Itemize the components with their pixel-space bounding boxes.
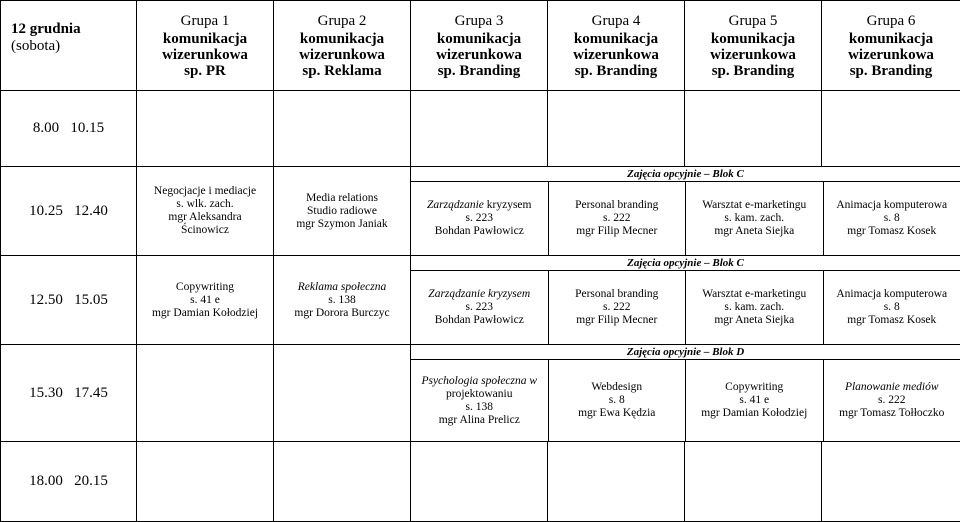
course-name: Personal branding: [575, 199, 659, 211]
class-cell: [411, 271, 548, 344]
group-line: sp. Branding: [711, 62, 795, 79]
course-name: Media relations: [306, 191, 378, 204]
group-name: Grupa 4: [591, 12, 641, 29]
lecturer: mgr Szymon Janiak: [296, 217, 388, 230]
time-cell: [1, 167, 137, 256]
time-label: 15.30 17.45: [29, 384, 108, 401]
group-header-4: [548, 1, 685, 91]
course-name: Animacja komputerowa: [836, 199, 948, 211]
room: s. 222: [878, 394, 906, 406]
room: s. kam. zach.: [724, 301, 785, 313]
group-header-2: [274, 1, 411, 91]
block-label: Zajęcia opcyjnie – Blok C: [411, 167, 960, 182]
group-header-5: [685, 1, 822, 91]
class-cell: [685, 360, 823, 441]
room: s. 138: [465, 400, 493, 413]
day-label: (sobota): [11, 38, 61, 54]
empty-cell: [137, 442, 274, 522]
empty-cell: [548, 442, 685, 522]
course-name: Warsztat e-marketingu: [702, 288, 807, 300]
empty-cell: [137, 91, 274, 167]
optional-block: [411, 167, 960, 255]
slot-row-1: [1, 91, 960, 167]
slot-row-3: [1, 256, 960, 345]
group-line: wizerunkowa: [573, 46, 659, 63]
lecturer: mgr Damian Kołodziej: [701, 407, 808, 419]
room: s. wlk. zach.: [176, 198, 234, 210]
course-name: Warsztat e-marketingu: [702, 199, 807, 211]
empty-cell: [274, 345, 411, 442]
class-cell: [685, 182, 823, 255]
course-name-part: Zarządzanie: [427, 199, 484, 211]
class-cell: [274, 167, 411, 256]
lecturer: mgr Aleksandra: [168, 211, 242, 223]
empty-cell: [822, 442, 960, 522]
course-name: Webdesign: [591, 381, 643, 393]
group-line: sp. Branding: [437, 62, 521, 79]
lecturer: mgr Damian Kołodziej: [151, 306, 259, 319]
group-name: Grupa 3: [454, 12, 504, 29]
lecturer: mgr Aneta Siejka: [714, 225, 795, 237]
empty-cell: [411, 91, 548, 167]
group-line: sp. Branding: [849, 62, 933, 79]
group-line: komunikacja: [848, 30, 934, 47]
room: s. 223: [465, 212, 493, 224]
lecturer: mgr Alina Prelicz: [438, 413, 520, 426]
empty-cell: [137, 345, 274, 442]
room: s. 8: [608, 394, 625, 406]
group-line: wizerunkowa: [436, 46, 522, 63]
room: s. 41 e: [739, 394, 770, 406]
block-label: Zajęcia opcyjnie – Blok C: [411, 256, 960, 271]
group-line: komunikacja: [710, 30, 796, 47]
class-cell: [274, 256, 411, 345]
slot-row-2: [1, 167, 960, 256]
course-name: Zarządzanie kryzysem: [428, 288, 531, 300]
time-cell: [1, 345, 137, 442]
group-name: Grupa 6: [866, 12, 916, 29]
course-name: [411, 199, 548, 212]
course-name-part: kryzysem: [483, 199, 532, 211]
empty-cell: [274, 442, 411, 522]
slot-row-4: [1, 345, 960, 442]
empty-cell: [274, 91, 411, 167]
class-cell: [137, 167, 274, 256]
optional-block-d: [411, 345, 960, 442]
room: s. 223: [465, 301, 493, 313]
group-name: Grupa 1: [180, 12, 230, 29]
class-cell: [685, 271, 823, 344]
lecturer: mgr Dorora Burczyc: [294, 306, 390, 319]
course-name: Animacja komputerowa: [836, 288, 948, 300]
block-body: [411, 360, 960, 441]
group-line: komunikacja: [436, 30, 522, 47]
lecturer: mgr Filip Mecner: [576, 314, 658, 326]
lecturer: mgr Tomasz Tołłoczko: [839, 407, 945, 419]
block-body: [411, 182, 960, 255]
room: s. 138: [328, 293, 356, 306]
header-row: [1, 1, 960, 91]
time-cell: [1, 256, 137, 345]
class-cell: [548, 271, 686, 344]
time-cell: [1, 442, 137, 522]
empty-cell: [548, 91, 685, 167]
lecturer: Ścinowicz: [181, 224, 229, 236]
optional-block: [411, 256, 960, 344]
group-name: Grupa 5: [728, 12, 778, 29]
empty-cell: [822, 91, 960, 167]
class-cell: [411, 360, 548, 441]
slot-row-5: [1, 442, 960, 522]
course-name: projektowaniu: [446, 387, 513, 400]
time-label: 8.00 10.15: [32, 120, 105, 136]
empty-cell: [685, 91, 822, 167]
lecturer: mgr Ewa Kędzia: [578, 407, 656, 419]
room: s. 41 e: [190, 293, 220, 306]
group-header-6: [822, 1, 960, 91]
lecturer: mgr Tomasz Kosek: [847, 314, 937, 326]
lecturer: Bohdan Pawłowicz: [434, 225, 524, 237]
course-name: Planowanie mediów: [844, 381, 939, 393]
class-cell: [548, 182, 686, 255]
class-cell: [548, 360, 686, 441]
group-line: komunikacja: [162, 30, 248, 47]
group-line: wizerunkowa: [162, 46, 248, 63]
optional-block-c-1: [411, 167, 960, 256]
empty-cell: [685, 442, 822, 522]
class-cell: [823, 271, 960, 344]
course-name: Psychologia społeczna w: [421, 374, 538, 387]
course-name: Personal branding: [575, 288, 659, 300]
block-body: [411, 271, 960, 344]
room: Studio radiowe: [307, 204, 377, 217]
group-header-1: [137, 1, 274, 91]
group-header-3: [411, 1, 548, 91]
group-line: sp. Reklama: [302, 62, 382, 79]
optional-block: [411, 345, 960, 441]
date-header-cell: [1, 1, 137, 91]
group-line: sp. Branding: [574, 62, 658, 79]
lecturer: mgr Tomasz Kosek: [847, 225, 937, 237]
group-line: wizerunkowa: [848, 46, 934, 63]
time-label: 18.00 20.15: [29, 473, 108, 489]
time-cell: [1, 91, 137, 167]
group-line: komunikacja: [299, 30, 385, 47]
course-name: Copywriting: [175, 280, 235, 293]
time-label: 10.25 12.40: [29, 202, 108, 219]
course-name: Negocjacje i mediacje: [153, 185, 257, 197]
block-label: Zajęcia opcyjnie – Blok D: [411, 345, 960, 360]
group-line: wizerunkowa: [710, 46, 796, 63]
group-line: wizerunkowa: [299, 46, 385, 63]
lecturer: mgr Filip Mecner: [576, 225, 658, 237]
class-cell: [137, 256, 274, 345]
lecturer: Bohdan Pawłowicz: [434, 314, 524, 326]
time-label: 12.50 15.05: [29, 291, 108, 308]
room: s. kam. zach.: [724, 212, 785, 224]
room: s. 222: [603, 212, 631, 224]
course-name: Reklama społeczna: [297, 280, 387, 293]
group-line: sp. PR: [184, 62, 226, 79]
group-name: Grupa 2: [317, 12, 367, 29]
group-line: komunikacja: [573, 30, 659, 47]
empty-cell: [411, 442, 548, 522]
room: s. 8: [883, 212, 900, 224]
class-cell: [823, 360, 960, 441]
optional-block-c-2: [411, 256, 960, 345]
date-label: 12 grudnia: [11, 21, 81, 37]
course-name: Copywriting: [725, 381, 784, 393]
room: s. 8: [883, 301, 900, 313]
class-cell: [411, 182, 548, 255]
room: s. 222: [603, 301, 631, 313]
lecturer: mgr Aneta Siejka: [714, 314, 795, 326]
class-cell: [823, 182, 960, 255]
